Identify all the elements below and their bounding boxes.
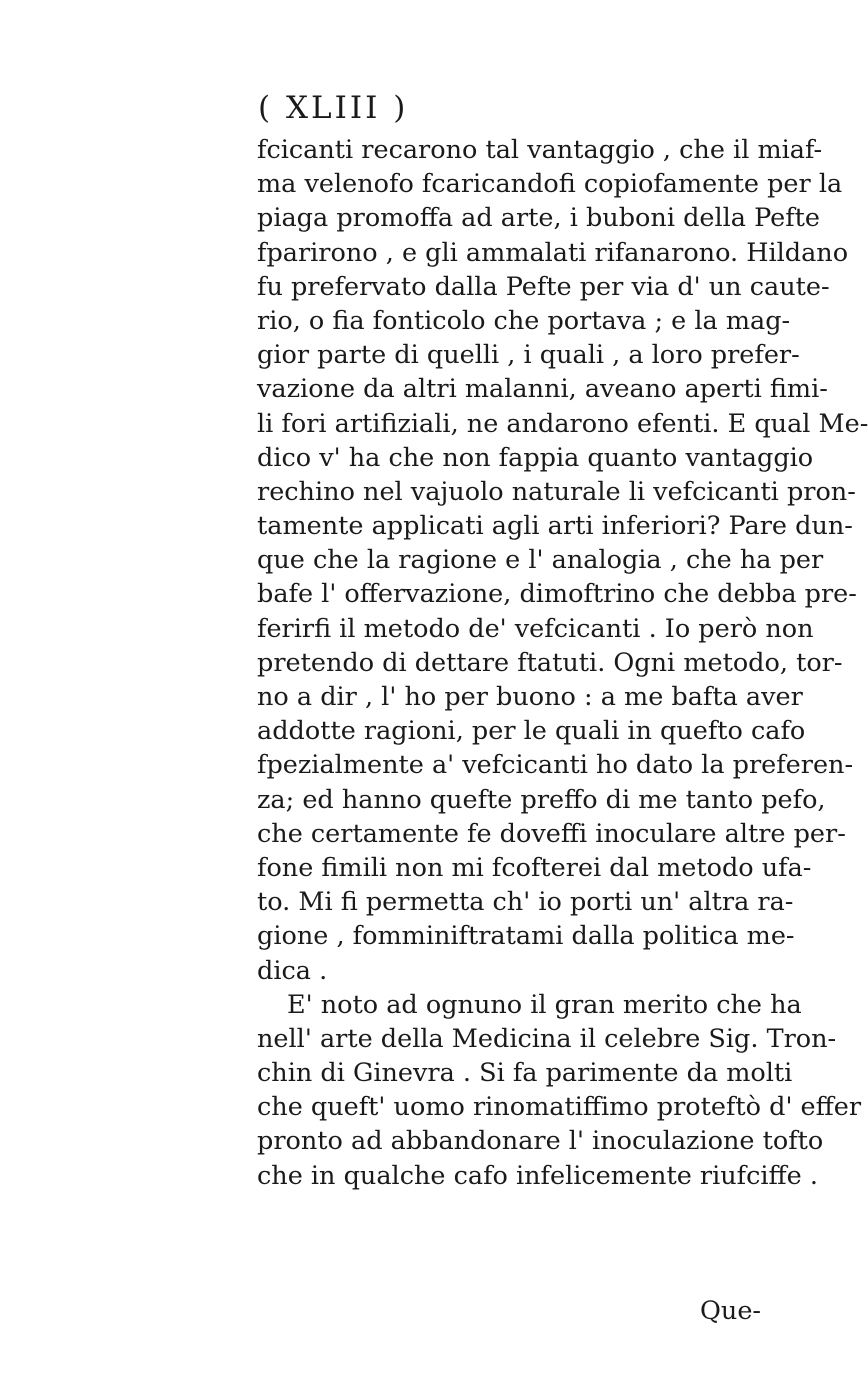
text-line: za; ed hanno quefte preffo di me tanto pefo, xyxy=(257,784,826,815)
text-line: che in qualche cafo infelicemente riufciffe . xyxy=(257,1160,818,1191)
text-line: pretendo di dettare ftatuti. Ogni metodo, tor- xyxy=(257,647,843,678)
text-line: rio, o fia fonticolo che portava ; e la mag- xyxy=(257,305,791,336)
text-line: fu prefervato dalla Pefte per via d' un caute- xyxy=(257,271,830,302)
text-line: gior parte di quelli , i quali , a loro prefer- xyxy=(257,340,800,371)
text-line: bafe l' offervazione, dimoftrino che debba pre- xyxy=(257,579,857,610)
text-line: chin di Ginevra . Si fa parimente da molti xyxy=(257,1058,793,1089)
text-line: fparirono , e gli ammalati rifanarono. Hildano xyxy=(257,237,849,268)
text-line: fpezialmente a' vefcicanti ho dato la preferen- xyxy=(257,750,854,781)
text-line: che certamente fe doveffi inoculare altre per- xyxy=(257,818,846,849)
text-line: piaga promoffa ad arte, i buboni della Pefte xyxy=(257,203,820,234)
text-line: ma velenofo fcaricandofi copiofamente per la xyxy=(257,169,843,200)
text-line: gione , fomminiftratami dalla politica me- xyxy=(257,921,795,952)
text-line: fone fimili non mi fcofterei dal metodo ufa- xyxy=(257,852,812,883)
text-line: ferirfi il metodo de' vefcicanti . Io però non xyxy=(257,613,814,644)
text-line: che queft' uomo rinomatiffimo proteftò d' effer xyxy=(257,1092,862,1123)
page-header: ( XLIII ) xyxy=(258,90,409,126)
text-line: pronto ad abbandonare l' inoculazione tofto xyxy=(257,1126,824,1157)
catchword: Que- xyxy=(700,1296,762,1326)
text-line: to. Mi fi permetta ch' io porti un' altra ra- xyxy=(257,887,794,918)
text-line: E' noto ad ognuno il gran merito che ha xyxy=(287,989,802,1020)
text-line: no a dir , l' ho per buono : a me bafta aver xyxy=(257,682,803,712)
text-line: tamente applicati agli arti inferiori? Pare dun- xyxy=(257,511,853,542)
text-line: rechino nel vajuolo naturale li vefcicanti pron- xyxy=(257,476,856,507)
text-line: que che la ragione e l' analogia , che ha per xyxy=(257,545,824,576)
text-line: fcicanti recarono tal vantaggio , che il miaf- xyxy=(257,135,823,165)
text-line: nell' arte della Medicina il celebre Sig. Tron- xyxy=(257,1023,837,1054)
text-line: addotte ragioni, per le quali in quefto cafo xyxy=(257,716,806,747)
text-line: dico v' ha che non fappia quanto vantaggio xyxy=(257,442,814,473)
body-text xyxy=(257,133,868,1193)
text-line: dica . xyxy=(257,955,328,986)
text-line: vazione da altri malanni, aveano aperti fimi- xyxy=(257,374,828,405)
text-line: li fori artifiziali, ne andarono efenti. E qual Me- xyxy=(257,408,868,439)
